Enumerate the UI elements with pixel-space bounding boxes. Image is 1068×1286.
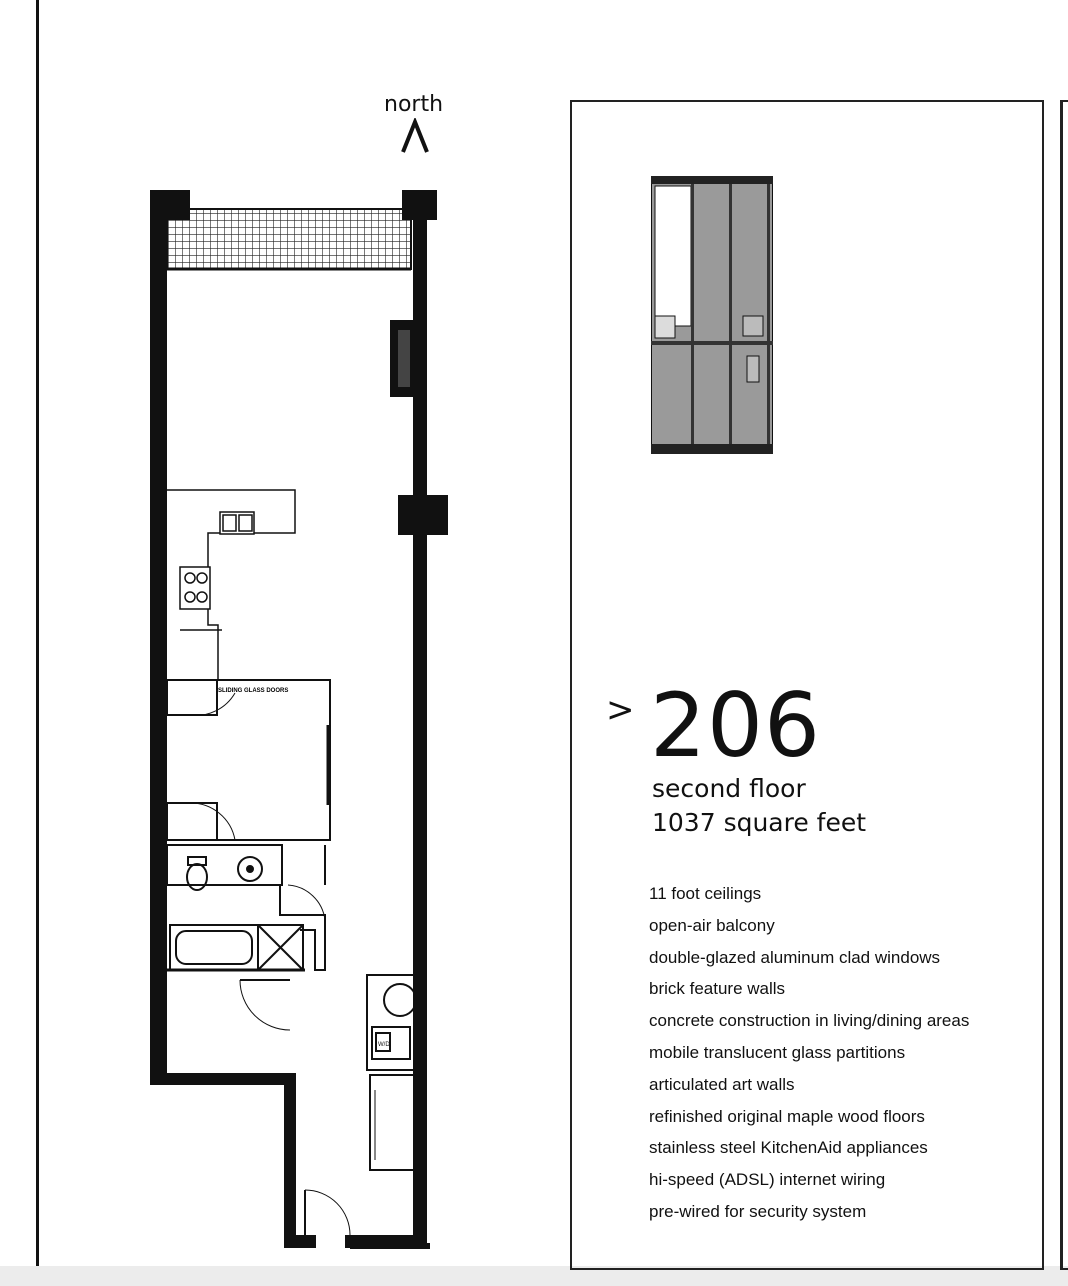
floor-plan xyxy=(140,185,450,1265)
feature-item: concrete construction in living/dining areas xyxy=(649,1011,970,1031)
north-arrow-icon xyxy=(400,118,430,154)
feature-item: open-air balcony xyxy=(649,915,775,935)
feature-item: hi-speed (ADSL) internet wiring xyxy=(649,1170,886,1190)
building-key-plan xyxy=(651,176,773,454)
laundry-closet xyxy=(367,975,416,1070)
adjacent-panel-edge xyxy=(1060,100,1068,1270)
balcony xyxy=(150,190,437,269)
feature-list xyxy=(649,884,969,1234)
hall-door xyxy=(240,980,290,1030)
column xyxy=(398,495,448,535)
feature-item: 11 foot ceilings xyxy=(649,884,762,903)
kitchen xyxy=(167,490,295,680)
storage-closet xyxy=(370,1075,413,1170)
feature-item: articulated art walls xyxy=(649,1074,795,1094)
feature-item: brick feature walls xyxy=(649,979,786,999)
washer-dryer-label: W/D xyxy=(378,1042,390,1048)
sliding-doors-label: SLIDING GLASS DOORS xyxy=(218,688,289,694)
fireplace xyxy=(390,320,413,397)
feature-item: stainless steel KitchenAid appliances xyxy=(649,1138,928,1158)
page-border-line xyxy=(36,0,39,1286)
bathroom xyxy=(167,845,325,970)
feature-item: double-glazed aluminum clad windows xyxy=(649,947,941,967)
unit-number: 206 xyxy=(650,674,821,777)
north-label: north xyxy=(384,92,444,117)
bedroom-partition xyxy=(167,680,330,840)
area-label: 1037 square feet xyxy=(652,808,867,837)
floor-label: second floor xyxy=(652,774,806,803)
unit-marker: > xyxy=(606,690,635,730)
feature-item: pre-wired for security system xyxy=(649,1201,867,1221)
feature-item: mobile translucent glass partitions xyxy=(649,1042,906,1062)
feature-item: refinished original maple wood floors xyxy=(649,1106,925,1126)
exterior-walls xyxy=(150,190,430,1249)
